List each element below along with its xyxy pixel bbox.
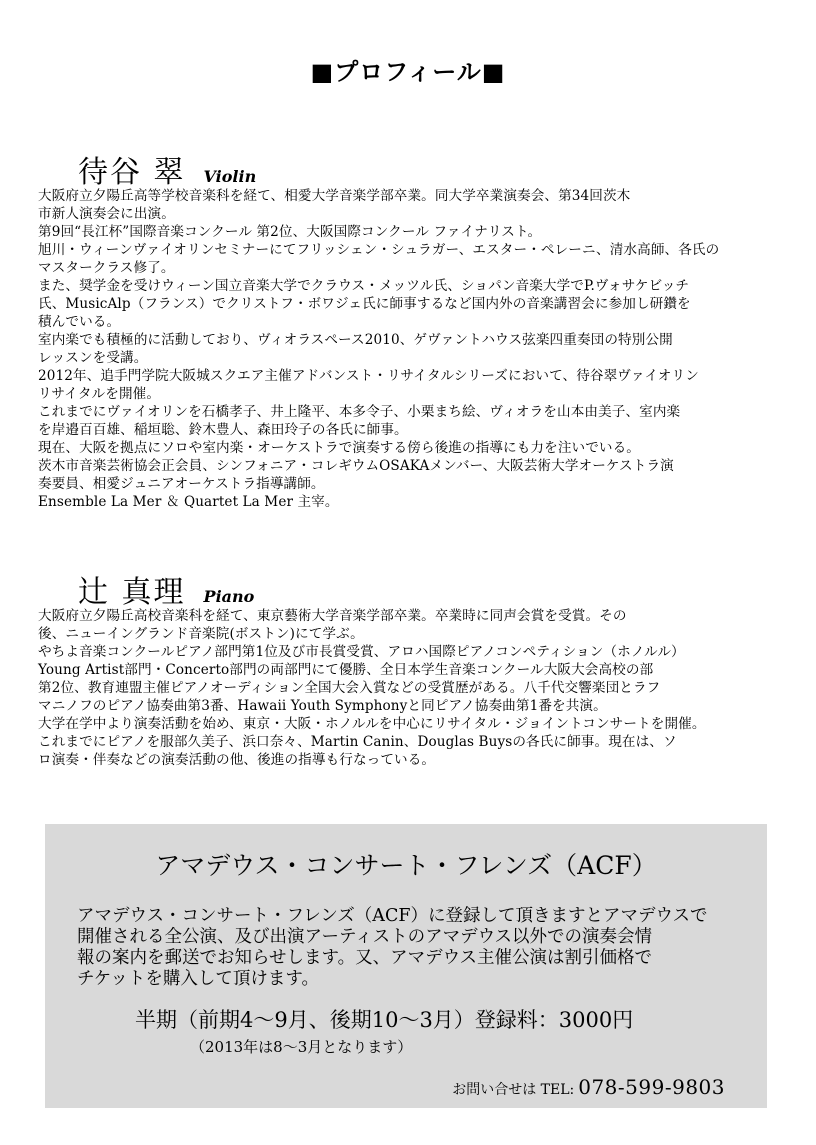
- text-line: アマデウス・コンサート・フレンズ（ACF）に登録して頂きますとアマデウスで: [77, 906, 708, 926]
- text-line: 氏、MusicAlp（フランス）でクリストフ・ボワジェ氏に師事するなど国内外の音楽講習会に参加し研鑽を: [38, 296, 691, 312]
- text-line: 現在、大阪を拠点にソロや室内楽・オーケストラで演奏する傍ら後進の指導にも力を注いでいる。: [38, 440, 640, 456]
- text-line: 開催される全公演、及び出演アーティストのアマデウス以外での演奏会情: [77, 927, 653, 947]
- artist-instrument: Violin: [203, 167, 257, 186]
- text-line: を岸邉百百雄、稲垣聡、鈴木豊人、森田玲子の各氏に師事。: [38, 422, 408, 438]
- acf-info-box: [45, 824, 767, 1108]
- text-line: 茨木市音楽芸術協会正会員、シンフォニア・コレギウムOSAKAメンバー、大阪芸術大学オーケストラ演: [38, 458, 674, 474]
- contact-label: お問い合せは TEL:: [452, 1082, 575, 1098]
- text-line: 第2位、教育連盟主催ピアノオーディション全国大会入賞などの受賞歴がある。八千代交響楽団とラフ: [38, 680, 661, 696]
- acf-contact: [452, 1075, 725, 1099]
- text-line: 室内楽でも積極的に活動しており、ヴィオラスペース2010、ゲヴァントハウス弦楽四重奏団の特別公開: [38, 332, 673, 348]
- text-line: 大学在学中より演奏活動を始め、東京・大阪・ホノルルを中心にリサイタル・ジョイントコンサートを開催。: [38, 716, 706, 732]
- text-line: これまでにピアノを服部久美子、浜口奈々、Martin Canin、Douglas Buysの各氏に師事。現在は、ソ: [38, 734, 677, 750]
- text-line: 積んでいる。: [38, 314, 121, 330]
- text-line: リサイタルを開催。: [38, 386, 161, 402]
- text-line: マニノフのピアノ協奏曲第3番、Hawaii Youth Symphonyと同ピアノ協奏曲第1番を共演。: [38, 698, 607, 714]
- artist-heading: [78, 567, 778, 610]
- text-line: 大阪府立夕陽丘高校音楽科を経て、東京藝術大学音楽学部卒業。卒業時に同声会賞を受賞。その: [38, 608, 627, 624]
- text-line: やちよ音楽コンクールピアノ部門第1位及び市長賞受賞、アロハ国際ピアノコンペティション（ホノルル）: [38, 644, 685, 660]
- text-line: 報の案内を郵送でお知らせします。又、アマデウス主催公演は割引価格で: [77, 948, 653, 968]
- artist-heading: [78, 147, 778, 190]
- artist-bio: [38, 607, 778, 769]
- text-line: マスタークラス修了。: [38, 260, 175, 276]
- text-line: これまでにヴァイオリンを石橋孝子、井上隆平、本多令子、小栗まち絵、ヴィオラを山本由美子、室内楽: [38, 404, 681, 420]
- text-line: Ensemble La Mer ＆ Quartet La Mer 主宰。: [38, 494, 339, 510]
- artist-instrument: Piano: [203, 587, 255, 606]
- text-line: 後、ニューイングランド音楽院(ボストン)にて学ぶ。: [38, 626, 364, 642]
- text-line: 市新人演奏会に出演。: [38, 206, 175, 222]
- artist-bio: [38, 187, 778, 511]
- text-line: また、奨学金を受けウィーン国立音楽大学でクラウス・メッツル氏、ショパン音楽大学でP.ヴォサケビッチ: [38, 278, 690, 294]
- text-line: レッスンを受講。: [38, 350, 148, 366]
- text-line: Young Artist部門・Concerto部門の両部門にて優勝、全日本学生音楽コンクール大阪大会高校の部: [38, 662, 654, 678]
- acf-title: アマデウス・コンサート・フレンズ（ACF）: [155, 851, 657, 880]
- text-line: ロ演奏・伴奏などの演奏活動の他、後進の指導も行なっている。: [38, 752, 436, 768]
- text-line: 旭川・ウィーンヴァイオリンセミナーにてフリッシェン・シュラガー、エスター・ペレーニ、清水高師、各氏の: [38, 242, 720, 258]
- text-line: 2012年、追手門学院大阪城スクエア主催アドバンスト・リサイタルシリーズにおいて、待谷翠ヴァイオリン: [38, 368, 699, 384]
- text-line: チケットを購入して頂けます。: [77, 969, 320, 989]
- text-line: 第9回“長江杯”国際音楽コンクール 第2位、大阪国際コンクール ファイナリスト。: [38, 224, 542, 240]
- text-line: 奏要員、相愛ジュニアオーケストラ指導講師。: [38, 476, 325, 492]
- artist-name: 待谷 翠: [78, 155, 186, 190]
- artist-section-piano: [38, 567, 778, 769]
- acf-description: [77, 906, 707, 990]
- contact-tel: 078-599-9803: [578, 1075, 725, 1099]
- page-title: ■プロフィール■: [310, 58, 506, 86]
- artist-section-violin: [38, 147, 778, 511]
- artist-name: 辻 真理: [78, 575, 186, 610]
- acf-fee-note: （2013年は8～3月となります）: [190, 1038, 413, 1056]
- text-line: 大阪府立夕陽丘高等学校音楽科を経て、相愛大学音楽学部卒業。同大学卒業演奏会、第34回茨木: [38, 188, 631, 204]
- acf-fee: 半期（前期4～9月、後期10～3月）登録料：3000円: [135, 1008, 634, 1032]
